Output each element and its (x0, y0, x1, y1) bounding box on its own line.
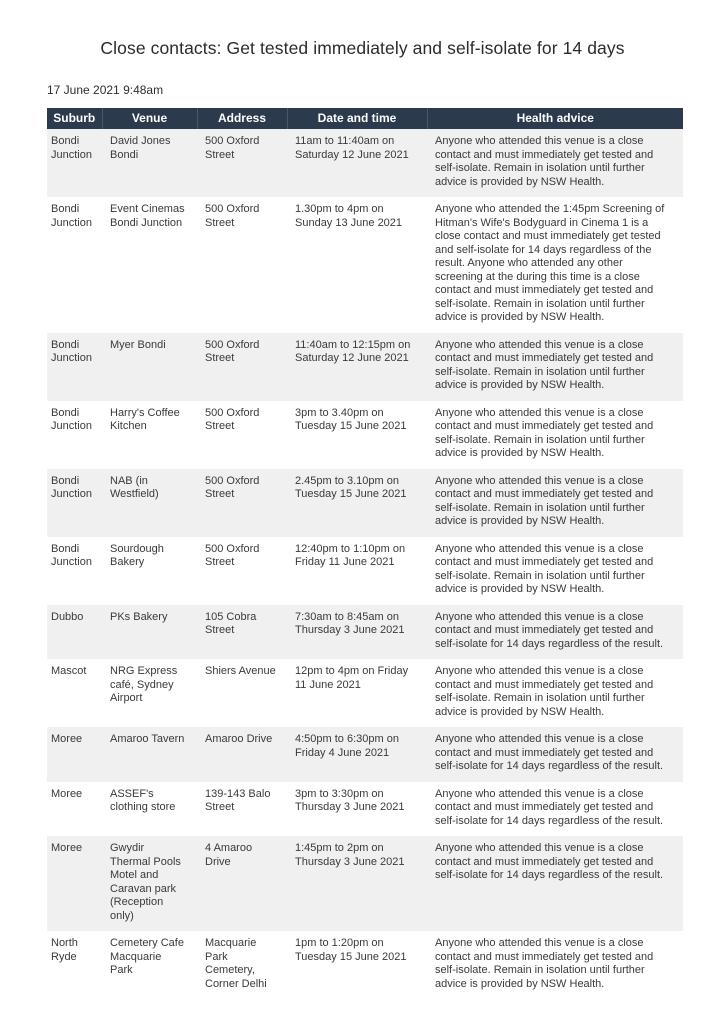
table-cell-venue: Sourdough Bakery (110, 542, 164, 568)
column-header-date-and-time: Date and time (287, 108, 427, 129)
table-cell-suburb: Mascot (51, 665, 87, 677)
table-cell-venue: Harry's Coffee Kitchen (110, 406, 180, 432)
table-row (47, 333, 683, 401)
table-cell-address: Amaroo Drive (205, 733, 273, 745)
table-cell-venue: Event Cinemas Bondi Junction (110, 203, 185, 229)
table-cell-advice: Anyone who attended this venue is a close contact and must immediately get tested and self-isolate for 14 days regardless of the result. (435, 787, 664, 827)
table-row (47, 836, 683, 931)
table-cell-suburb: Moree (51, 787, 83, 800)
table-cell-advice: Anyone who attended this venue is a close contact and must immediately get tested and self-isolate for 14 days regardless of the result. (435, 733, 664, 772)
table-cell-address: 500 Oxford Street (205, 474, 260, 500)
close-contacts-table (47, 108, 683, 999)
column-header-suburb: Suburb (47, 108, 102, 129)
table-cell-advice: Anyone who attended this venue is a close contact and must immediately get tested and self-isolate. Remain in isolation until further advice is provided by NSW Health. (435, 406, 654, 459)
table-cell-datetime: 4:50pm to 6:30pm on Friday 4 June 2021 (295, 733, 399, 759)
table-cell-venue: Gwydir Thermal Pools Motel and Caravan park (Reception only) (110, 842, 181, 922)
table-cell-venue: Myer Bondi (110, 338, 166, 351)
table-cell-datetime: 12pm to 4pm on Friday 11 June 2021 (295, 665, 409, 691)
table-cell-address: 105 Cobra Street (205, 610, 257, 636)
table-row (47, 605, 683, 660)
table-cell-venue: PKs Bakery (110, 610, 168, 623)
table-cell-datetime: 11:40am to 12:15pm on Saturday 12 June 2021 (295, 338, 411, 364)
table-cell-datetime: 2.45pm to 3.10pm on Tuesday 15 June 2021 (295, 474, 407, 500)
table-row (47, 401, 683, 469)
table-cell-suburb: Bondi Junction (51, 135, 92, 161)
table-cell-suburb: Dubbo (51, 610, 84, 623)
table-cell-suburb: North Ryde (51, 937, 78, 963)
table-cell-venue: Amaroo Tavern (110, 733, 185, 745)
table-row (47, 782, 683, 837)
table-cell-datetime: 1pm to 1:20pm on Tuesday 15 June 2021 (295, 937, 407, 963)
table-cell-address: Macquarie Park Cemetery, Corner Delhi (205, 937, 267, 990)
table-row (47, 129, 683, 197)
table-cell-advice: Anyone who attended this venue is a close contact and must immediately get tested and self-isolate for 14 days regardless of the result. (435, 842, 664, 881)
table-row (47, 659, 683, 727)
table-cell-advice: Anyone who attended this venue is a close contact and must immediately get tested and self-isolate. Remain in isolation until further advice is provided by NSW Health. (435, 542, 654, 595)
table-row (47, 727, 683, 782)
table-cell-address: Shiers Avenue (205, 665, 276, 677)
table-cell-address: 500 Oxford Street (205, 542, 260, 568)
table-cell-address: 500 Oxford Street (205, 135, 260, 161)
table-header (47, 108, 683, 129)
table-cell-address: 139-143 Balo Street (205, 787, 271, 813)
table-cell-advice: Anyone who attended this venue is a close contact and must immediately get tested and self-isolate. Remain in isolation until further advice is provided by NSW Health. (435, 474, 654, 527)
table-cell-advice: Anyone who attended this venue is a close contact and must immediately get tested and self-isolate. Remain in isolation until further advice is provided by NSW Health. (435, 135, 654, 188)
table-cell-datetime: 3pm to 3:30pm on Thursday 3 June 2021 (295, 787, 405, 813)
table-cell-venue: NAB (in Westfield) (110, 474, 159, 500)
table-cell-venue: David Jones Bondi (110, 135, 171, 161)
table-cell-datetime: 1.30pm to 4pm on Sunday 13 June 2021 (295, 203, 403, 229)
column-header-venue: Venue (102, 108, 197, 129)
table-cell-suburb: Moree (51, 733, 83, 745)
table-cell-suburb: Bondi Junction (51, 474, 92, 500)
table-cell-address: 500 Oxford Street (205, 203, 260, 229)
table-cell-datetime: 3pm to 3.40pm on Tuesday 15 June 2021 (295, 406, 407, 432)
table-cell-address: 500 Oxford Street (205, 406, 260, 432)
table-cell-venue: Cemetery Cafe Macquarie Park (110, 937, 184, 976)
table-row (47, 469, 683, 537)
table-cell-advice: Anyone who attended this venue is a close contact and must immediately get tested and self-isolate. Remain in isolation until further advice is provided by NSW Health. (435, 338, 654, 391)
table-cell-datetime: 12:40pm to 1:10pm on Friday 11 June 2021 (295, 542, 406, 568)
table-cell-address: 4 Amaroo Drive (205, 842, 253, 868)
table-cell-suburb: Moree (51, 842, 83, 854)
table-cell-datetime: 11am to 11:40am on Saturday 12 June 2021 (295, 135, 409, 161)
table-cell-venue: ASSEF's clothing store (110, 787, 176, 813)
table-cell-advice: Anyone who attended the 1:45pm Screening of Hitman's Wife's Bodyguard in Cinema 1 is a close contact and must immediately get tested and self-isolate for 14 days regardless of the result. Anyone who attended any other screening at the during this time is a close contact and must immediately get tested and self-isolate. Remain in isolation until further advice is provided by NSW Health. (435, 203, 665, 323)
column-header-address: Address (197, 108, 287, 129)
table-cell-suburb: Bondi Junction (51, 542, 92, 568)
table-cell-datetime: 1:45pm to 2pm on Thursday 3 June 2021 (295, 842, 405, 868)
table-cell-advice: Anyone who attended this venue is a close contact and must immediately get tested and self-isolate. Remain in isolation until further advice is provided by NSW Health. (435, 937, 654, 990)
table-cell-datetime: 7:30am to 8:45am on Thursday 3 June 2021 (295, 610, 405, 636)
table-cell-address: 500 Oxford Street (205, 338, 260, 364)
table-cell-advice: Anyone who attended this venue is a close contact and must immediately get tested and self-isolate for 14 days regardless of the result. (435, 610, 664, 650)
table-cell-advice: Anyone who attended this venue is a close contact and must immediately get tested and self-isolate. Remain in isolation until further advice is provided by NSW Health. (435, 665, 654, 718)
table-cell-venue: NRG Express café, Sydney Airport (110, 665, 178, 704)
table-header-row (47, 108, 683, 129)
column-header-health-advice: Health advice (427, 108, 683, 129)
published-timestamp: 17 June 2021 9:48am (47, 83, 164, 97)
table-row (47, 931, 683, 999)
table-row (47, 197, 683, 333)
table-body (47, 129, 683, 999)
table-row (47, 537, 683, 605)
table-cell-suburb: Bondi Junction (51, 203, 92, 229)
table-cell-suburb: Bondi Junction (51, 338, 92, 364)
page-title: Close contacts: Get tested immediately and self-isolate for 14 days (100, 38, 625, 58)
table-cell-suburb: Bondi Junction (51, 406, 92, 432)
